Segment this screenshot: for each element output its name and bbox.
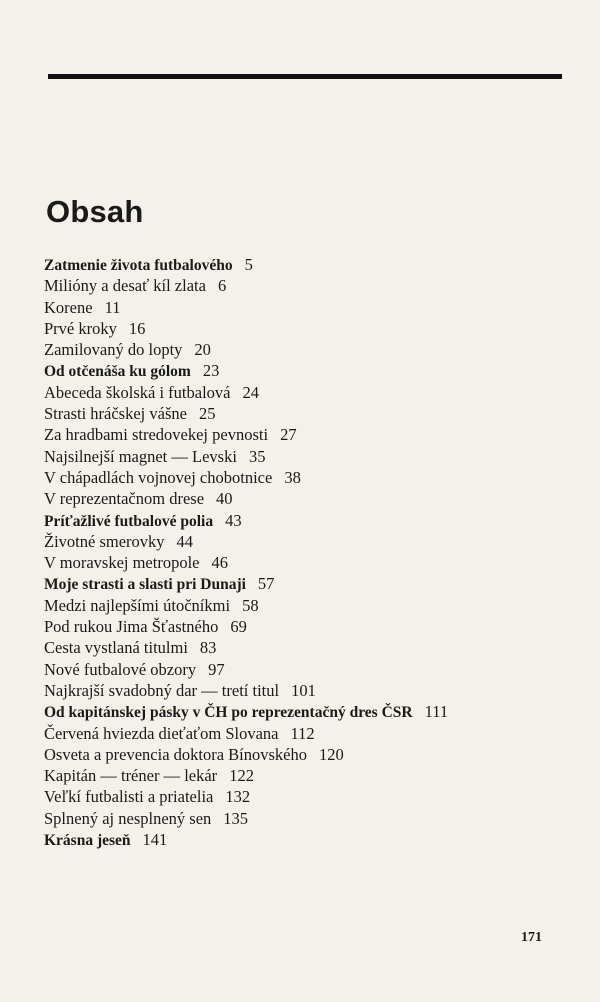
entry-title: Medzi najlepšími útočníkmi: [44, 595, 231, 615]
toc-chapter-entry: [44, 595, 584, 616]
entry-page: 112: [290, 723, 315, 743]
entry-page: 46: [211, 553, 228, 573]
toc-chapter-entry: [44, 616, 584, 637]
toc-chapter-entry: [44, 765, 584, 786]
entry-page: 5: [244, 255, 253, 274]
page-title: Obsah: [46, 194, 144, 229]
entry-title: Veľkí futbalisti a priatelia: [44, 787, 214, 807]
entry-page: 23: [202, 361, 220, 381]
toc-chapter-entry: [44, 297, 584, 318]
entry-page: 38: [284, 467, 301, 487]
entry-title: V moravskej metropole: [44, 553, 200, 573]
entry-title: Abeceda školská i futbalová: [44, 382, 231, 402]
toc-chapter-entry: [44, 318, 584, 339]
toc-chapter-entry: [44, 680, 584, 701]
entry-title: Splnený aj nesplnený sen: [44, 808, 212, 828]
entry-title: Zatmenie života futbalového: [44, 257, 233, 274]
entry-title: Nové futbalové obzory: [44, 659, 197, 679]
entry-page: 57: [257, 574, 275, 594]
toc-chapter-entry: [44, 637, 584, 658]
toc-chapter-entry: [44, 424, 584, 445]
entry-title: Moje strasti a slasti pri Dunaji: [44, 576, 246, 594]
entry-page: 111: [424, 702, 449, 722]
entry-page: 101: [291, 680, 316, 700]
toc-chapter-entry: [44, 446, 584, 467]
entry-page: 11: [104, 297, 121, 317]
entry-title: Od kapitánskej pásky v ČH po reprezentačný dres ČSR: [44, 704, 413, 722]
toc-part-entry: [44, 254, 584, 275]
entry-title: Za hradbami stredovekej pevnosti: [44, 425, 269, 445]
entry-title: Osveta a prevencia doktora Bínovského: [44, 744, 308, 764]
entry-page: 44: [176, 531, 194, 551]
toc-chapter-entry: [44, 808, 584, 829]
entry-page: 35: [248, 446, 266, 466]
entry-title: V chápadlách vojnovej chobotnice: [44, 467, 273, 487]
toc-chapter-entry: [44, 723, 584, 744]
toc-chapter-entry: [44, 659, 584, 680]
table-of-contents: [44, 254, 584, 850]
toc-part-entry: [44, 573, 584, 594]
entry-page: 122: [229, 766, 254, 786]
toc-part-entry: [44, 701, 584, 722]
entry-title: Príťažlivé futbalové polia: [44, 512, 214, 530]
entry-page: 40: [216, 489, 233, 509]
entry-title: Od otčenáša ku gólom: [44, 363, 191, 381]
entry-page: 27: [280, 425, 297, 445]
entry-page: 25: [198, 404, 216, 424]
toc-chapter-entry: [44, 339, 584, 360]
entry-page: 6: [217, 276, 227, 296]
entry-page: 20: [194, 340, 211, 360]
toc-part-entry: [44, 510, 584, 531]
entry-page: 69: [230, 617, 247, 637]
entry-title: Prvé kroky: [44, 318, 117, 338]
entry-page: 135: [223, 808, 249, 828]
toc-chapter-entry: [44, 531, 584, 552]
toc-chapter-entry: [44, 467, 584, 488]
toc-part-entry: [44, 829, 584, 850]
entry-title: Najsilnejší magnet — Levski: [44, 446, 237, 466]
entry-title: Cesta vystlaná titulmi: [44, 638, 188, 658]
entry-page: 83: [199, 638, 217, 658]
entry-title: Životné smerovky: [44, 531, 165, 551]
toc-chapter-entry: [44, 786, 584, 807]
entry-page: 24: [242, 382, 259, 402]
entry-title: Korene: [44, 297, 93, 317]
entry-title: V reprezentačnom drese: [44, 489, 205, 509]
entry-title: Milióny a desať kíl zlata: [44, 276, 206, 296]
entry-page: 132: [225, 787, 251, 807]
toc-chapter-entry: [44, 552, 584, 573]
toc-chapter-entry: [44, 382, 584, 403]
entry-page: 120: [319, 744, 344, 764]
entry-title: Zamilovaný do lopty: [44, 340, 183, 360]
entry-page: 97: [208, 659, 225, 679]
toc-chapter-entry: [44, 744, 584, 765]
entry-title: Pod rukou Jima Šťastného: [44, 617, 219, 637]
entry-title: Červená hviezda dieťaťom Slovana: [44, 723, 279, 743]
entry-title: Krásna jeseň: [44, 832, 131, 850]
toc-chapter-entry: [44, 488, 584, 509]
entry-title: Kapitán — tréner — lekár: [44, 766, 218, 786]
toc-part-entry: [44, 360, 584, 381]
entry-page: 43: [225, 510, 242, 530]
top-rule: [48, 74, 562, 79]
toc-chapter-entry: [44, 403, 584, 424]
page-number: 171: [521, 930, 542, 945]
toc-chapter-entry: [44, 275, 584, 296]
entry-page: 141: [142, 830, 168, 850]
entry-title: Najkrajší svadobný dar — tretí titul: [44, 680, 280, 700]
entry-page: 58: [242, 595, 259, 615]
entry-title: Strasti hráčskej vášne: [44, 404, 187, 424]
entry-page: 16: [128, 318, 146, 338]
